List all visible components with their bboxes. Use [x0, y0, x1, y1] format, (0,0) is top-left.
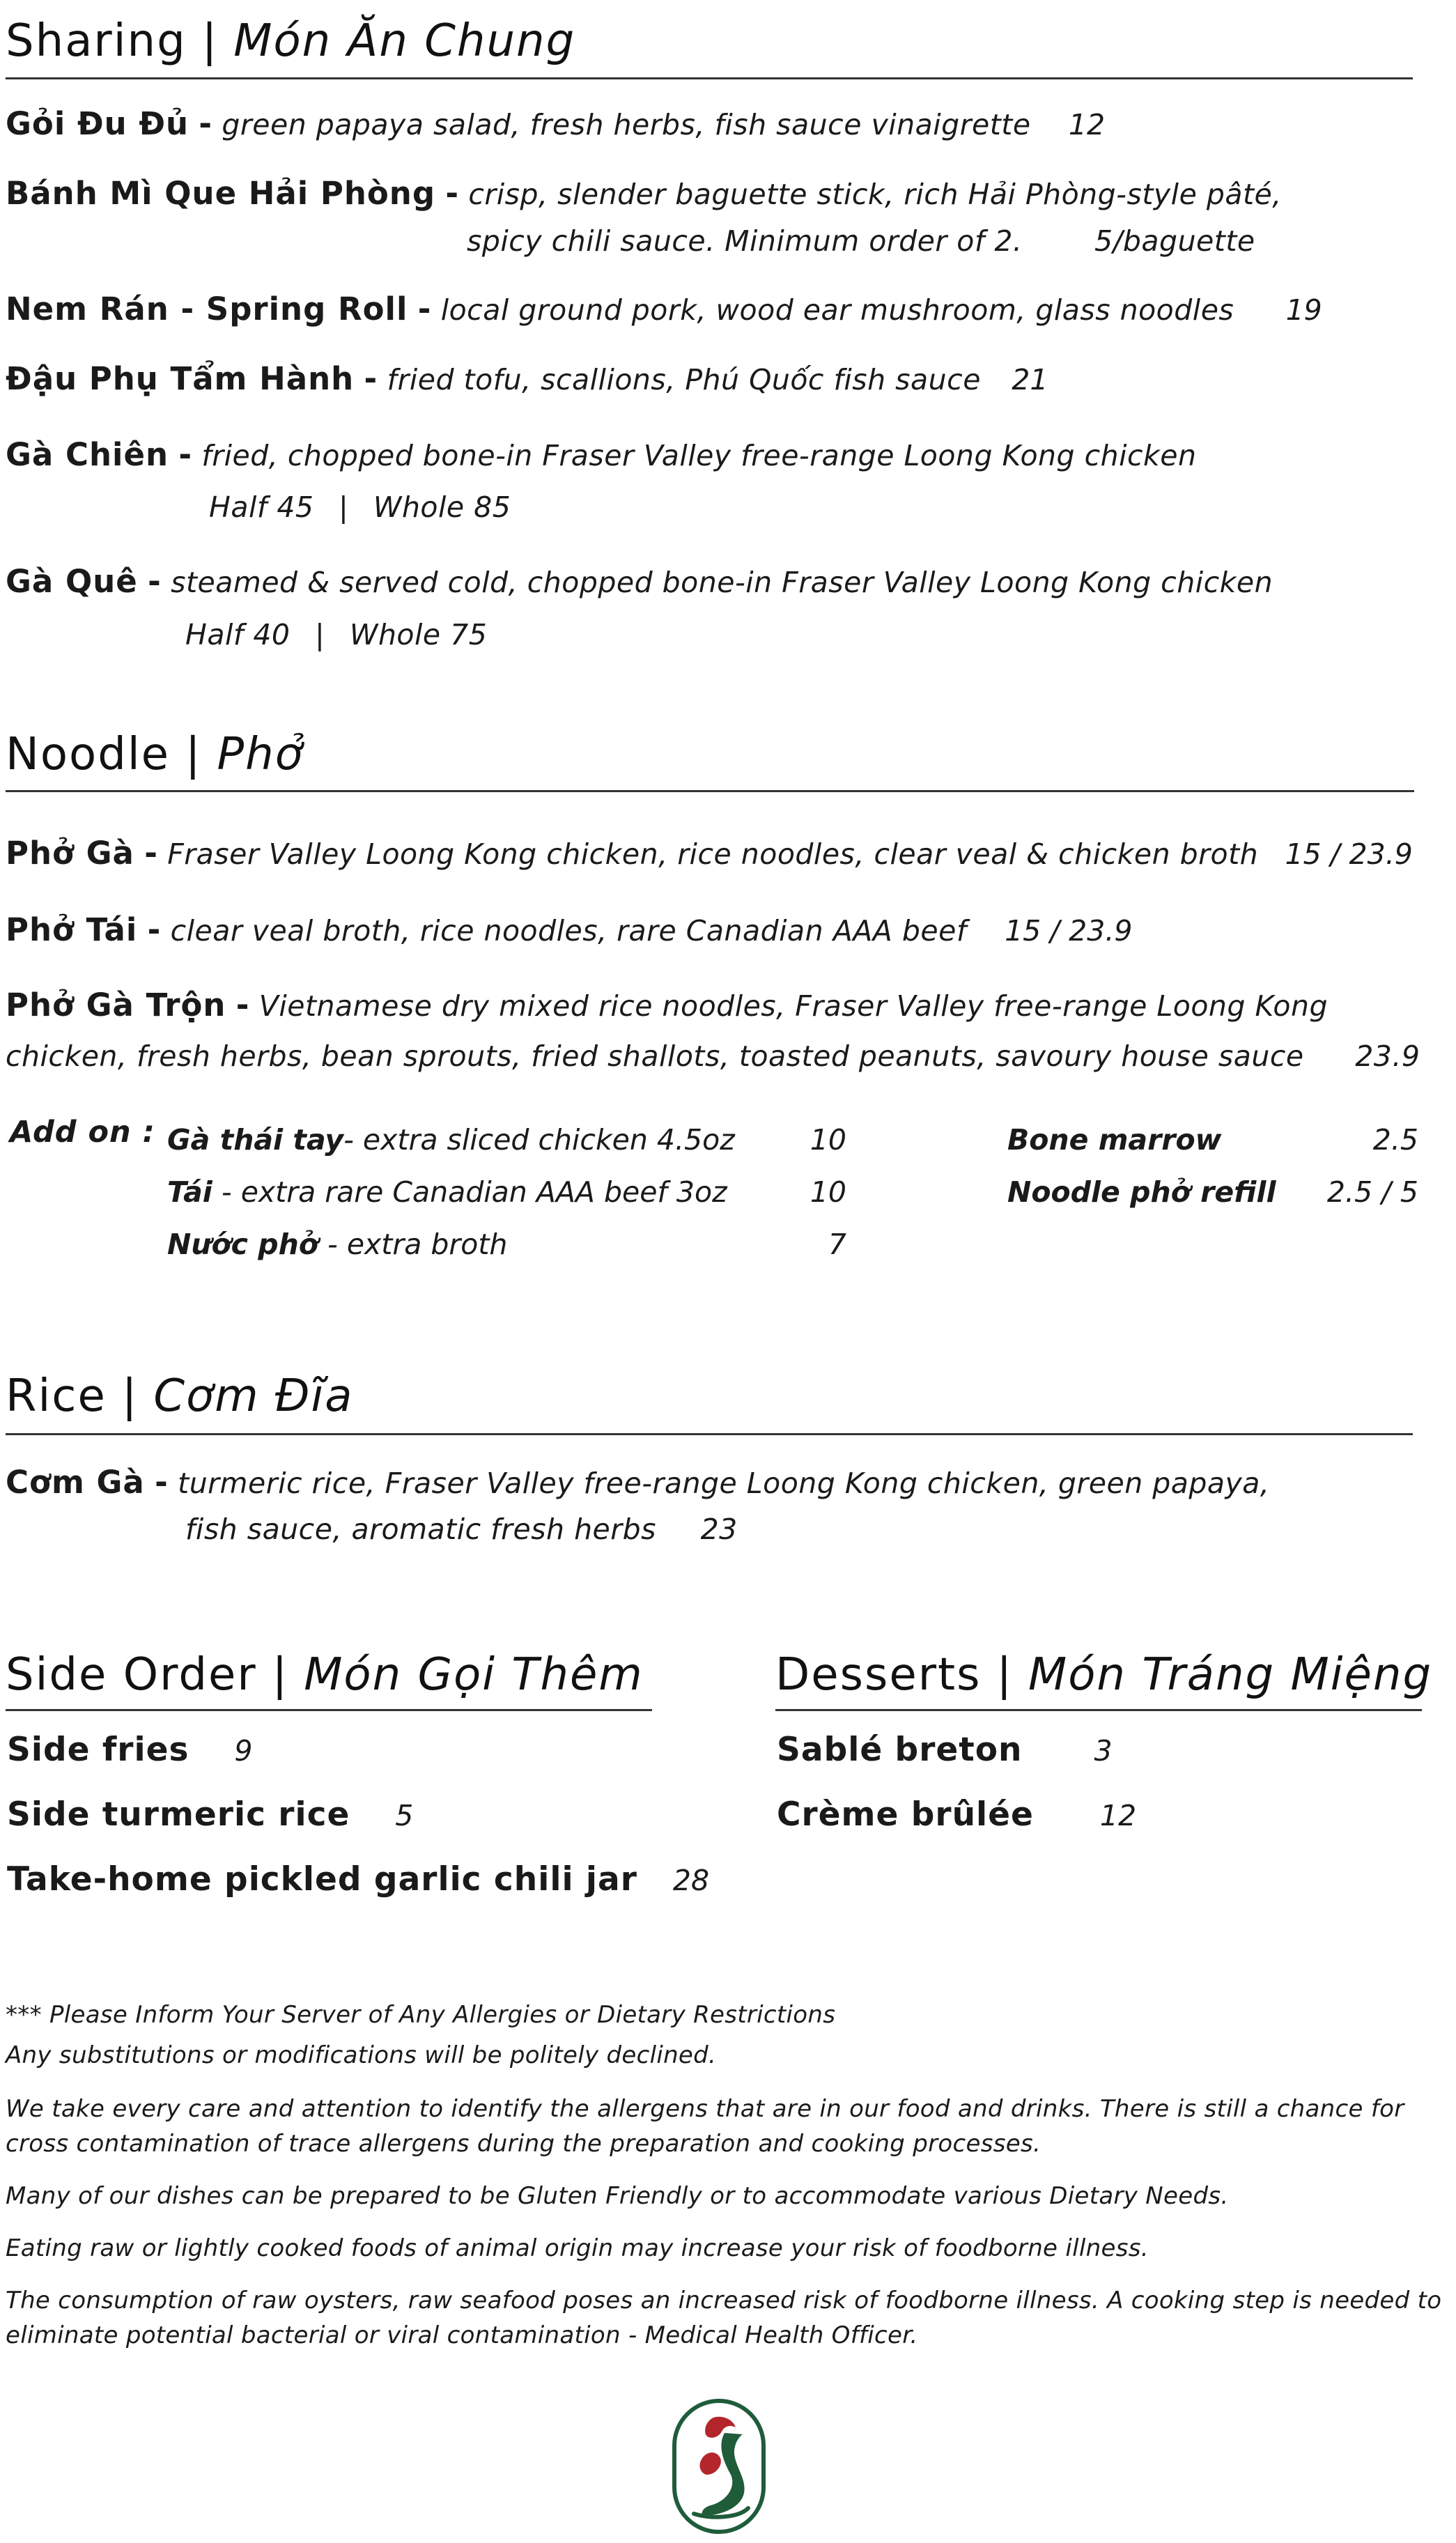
addon-name: Nước phở [167, 1228, 318, 1261]
addon-name: Noodle phở refill [1007, 1175, 1276, 1209]
section-title-en: Desserts [775, 1649, 982, 1701]
addon-description: - extra rare Canadian AAA beef 3oz [212, 1175, 727, 1209]
addon-price: 2.5 [1372, 1123, 1418, 1157]
raw-food-note: Eating raw or lightly cooked foods of animal origin may increase your risk of foodborne illness. [6, 2234, 1149, 2262]
dessert-item [777, 1792, 1136, 1839]
addon-name: Tái [167, 1175, 212, 1209]
item-price: 15 / 23.9 [1285, 837, 1413, 871]
item-dash: - [199, 105, 212, 142]
section-title-separator: | [121, 1370, 139, 1422]
item-dash: - [417, 291, 431, 327]
item-price: 15 / 23.9 [1005, 914, 1133, 948]
restaurant-logo-icon [670, 2397, 768, 2539]
item-name: Crème brûlée [777, 1795, 1034, 1834]
section-title-vi: Món Tráng Miệng [1028, 1649, 1433, 1701]
desserts-section-title [775, 1649, 1432, 1701]
section-title-en: Side Order [6, 1649, 257, 1701]
item-dash: - [155, 1464, 168, 1501]
item-price: 9 [234, 1734, 253, 1768]
whole-price: Whole 85 [373, 490, 511, 524]
menu-item [6, 432, 1197, 479]
noodle-divider [6, 790, 1414, 792]
dietary-note: Many of our dishes can be prepared to be Gluten Friendly or to accommodate various Dietary Needs. [6, 2182, 1229, 2210]
addon-label: Add on : [10, 1115, 155, 1150]
item-description-line2: fish sauce, aromatic fresh herbs [185, 1513, 657, 1546]
item-description-continued [6, 1033, 1420, 1079]
item-price: 28 [672, 1864, 710, 1897]
desserts-divider [775, 1709, 1422, 1711]
item-name: Sablé breton [777, 1731, 1023, 1769]
item-dash: - [147, 911, 161, 948]
addon-description: - extra broth [318, 1228, 508, 1261]
substitution-note: Any substitutions or modifications will be politely declined. [6, 2041, 717, 2069]
addon-price: 10 [810, 1123, 846, 1157]
item-name: Phở Gà [6, 835, 134, 872]
section-title-separator: | [185, 729, 202, 780]
item-dash: - [235, 987, 249, 1023]
side-order-section-title [6, 1649, 644, 1701]
price-separator: | [339, 490, 349, 524]
item-description: crisp, slender baguette stick, rich Hải Phòng-style pâté, [468, 178, 1282, 211]
addon-item [167, 1169, 727, 1215]
item-description-continued [467, 218, 1255, 264]
section-title-en: Sharing [6, 15, 187, 67]
section-title-vi: Món Gọi Thêm [304, 1649, 644, 1701]
rice-divider [6, 1433, 1413, 1435]
item-name: Gà Chiên [6, 436, 169, 473]
item-name: Side turmeric rice [7, 1795, 350, 1834]
item-price: 19 [1285, 293, 1322, 327]
item-price-options [185, 612, 487, 658]
item-price: 5 [395, 1799, 414, 1832]
addon-name: Gà thái tay [167, 1123, 344, 1157]
side-item [7, 1727, 252, 1774]
item-description: clear veal broth, rice noodles, rare Canadian AAA beef [170, 914, 967, 948]
menu-item [6, 356, 1048, 403]
item-price: 23.9 [1355, 1039, 1420, 1073]
item-description-line2: chicken, fresh herbs, bean sprouts, fried shallots, toasted peanuts, savoury house sauce [6, 1039, 1304, 1073]
item-name: Gà Quê [6, 563, 138, 600]
menu-item [6, 982, 1328, 1029]
menu-item [6, 559, 1273, 605]
item-name: Phở Tái [6, 911, 138, 948]
item-description: Fraser Valley Loong Kong chicken, rice noodles, clear veal & chicken broth [167, 837, 1259, 871]
menu-item [6, 286, 1322, 333]
noodle-section-title [6, 729, 304, 780]
addon-price: 10 [810, 1175, 846, 1209]
item-description-line2: spicy chili sauce. Minimum order of 2. [467, 224, 1023, 258]
price-separator: | [315, 618, 325, 651]
allergy-note: *** Please Inform Your Server of Any Allergies or Dietary Restrictions [6, 2001, 836, 2029]
item-name: Bánh Mì Que Hải Phòng [6, 175, 436, 212]
menu-item [6, 171, 1282, 217]
item-dash: - [445, 175, 459, 212]
section-title-en: Rice [6, 1370, 107, 1422]
section-title-vi: Cơm Đĩa [153, 1370, 354, 1422]
item-dash: - [148, 563, 161, 600]
oyster-note-line2: eliminate potential bacterial or viral contamination - Medical Health Officer. [6, 2321, 918, 2349]
item-name: Gỏi Đu Đủ [6, 105, 189, 142]
item-description: turmeric rice, Fraser Valley free-range Loong Kong chicken, green papaya, [178, 1467, 1270, 1500]
item-name: Side fries [7, 1731, 189, 1769]
item-price-options [209, 484, 511, 530]
side-item [7, 1857, 709, 1903]
item-description: green papaya salad, fresh herbs, fish sauce vinaigrette [222, 108, 1031, 141]
addon-item [167, 1117, 735, 1163]
whole-price: Whole 75 [349, 618, 488, 651]
item-price: 12 [1099, 1799, 1137, 1832]
addon-price: 7 [828, 1228, 846, 1261]
item-description-continued [185, 1506, 738, 1552]
item-description: local ground pork, wood ear mushroom, glass noodles [440, 293, 1234, 327]
half-price: Half 40 [185, 618, 291, 651]
item-price: 3 [1094, 1734, 1113, 1768]
addon-name: Bone marrow [1007, 1123, 1222, 1157]
item-price: 5/baguette [1094, 224, 1255, 258]
menu-item [6, 1460, 1269, 1506]
menu-item [6, 101, 1105, 148]
side-item [7, 1792, 413, 1839]
item-description: fried tofu, scallions, Phú Quốc fish sauce [387, 363, 981, 396]
addon-price: 2.5 / 5 [1326, 1175, 1418, 1209]
item-name: Take-home pickled garlic chili jar [7, 1860, 637, 1899]
item-description: fried, chopped bone-in Fraser Valley free-range Loong Kong chicken [201, 439, 1197, 472]
addon-description: - extra sliced chicken 4.5oz [343, 1123, 735, 1157]
item-description: steamed & served cold, chopped bone-in Fraser Valley Loong Kong chicken [171, 566, 1273, 599]
menu-item [6, 907, 1132, 954]
side-order-divider [6, 1709, 652, 1711]
menu-item [6, 830, 1413, 877]
item-name: Phở Gà Trộn [6, 987, 226, 1023]
section-title-separator: | [201, 15, 219, 67]
item-name: Nem Rán - Spring Roll [6, 291, 408, 327]
allergen-note-line1: We take every care and attention to identify the allergens that are in our food and drinks. There is still a chance for [6, 2095, 1404, 2123]
item-price: 23 [700, 1513, 738, 1546]
dessert-item [777, 1727, 1113, 1774]
addon-item [167, 1221, 507, 1267]
sharing-divider [6, 77, 1413, 79]
addon-item [1007, 1117, 1222, 1163]
item-name: Đậu Phụ Tẩm Hành [6, 360, 355, 397]
sharing-section-title [6, 15, 575, 67]
section-title-separator: | [272, 1649, 289, 1701]
rice-section-title [6, 1370, 354, 1422]
section-title-en: Noodle [6, 729, 170, 780]
item-dash: - [364, 360, 378, 397]
item-name: Cơm Gà [6, 1464, 145, 1501]
item-dash: - [178, 436, 192, 473]
item-price: 21 [1012, 363, 1048, 396]
item-dash: - [144, 835, 157, 872]
allergen-note-line2: cross contamination of trace allergens during the preparation and cooking processes. [6, 2130, 1041, 2158]
addon-item [1007, 1169, 1276, 1215]
section-title-separator: | [996, 1649, 1014, 1701]
item-description: Vietnamese dry mixed rice noodles, Fraser Valley free-range Loong Kong [258, 989, 1328, 1023]
oyster-note-line1: The consumption of raw oysters, raw seafood poses an increased risk of foodborne illness. A cooking step is needed to [6, 2287, 1442, 2314]
half-price: Half 45 [209, 490, 314, 524]
item-price: 12 [1068, 108, 1106, 141]
section-title-vi: Phở [217, 729, 304, 780]
section-title-vi: Món Ăn Chung [233, 15, 576, 67]
